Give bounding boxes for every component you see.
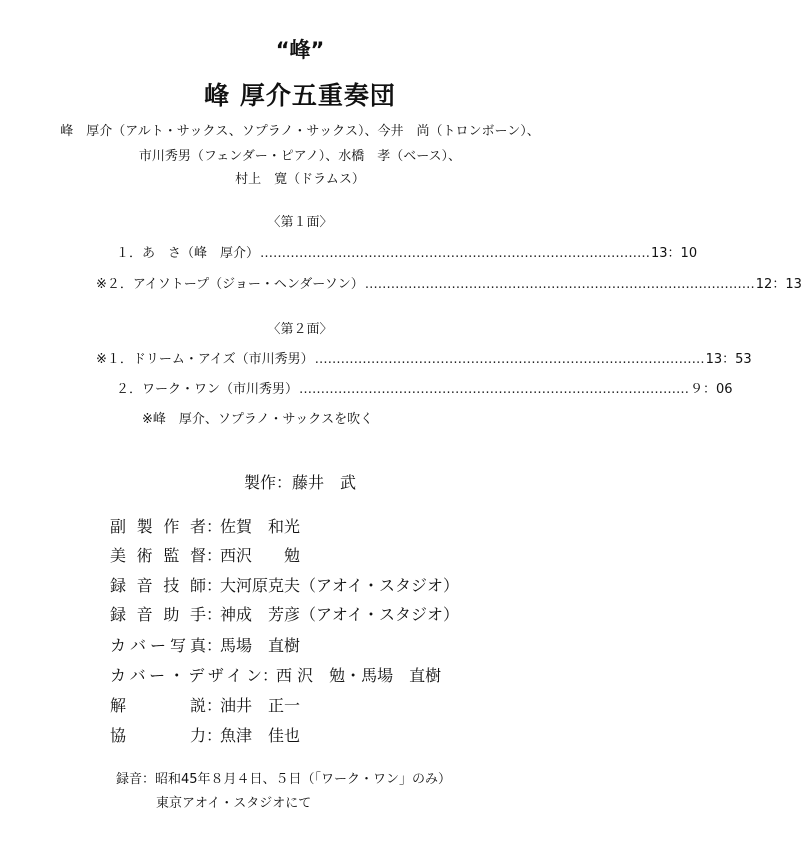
credit-row [110, 573, 459, 596]
credit-row [110, 602, 459, 625]
group-name: 峰 厚介五重奏団 [204, 81, 396, 110]
credit-name: 魚津 佳也 [220, 726, 301, 745]
recording-studio: 東京アオイ・スタジオにて [156, 796, 312, 811]
track-title: ２．ワーク・ワン（市川秀男） [116, 382, 299, 397]
credit-role: カバー写真 [110, 636, 206, 655]
credit-name: 油井 正一 [220, 696, 301, 715]
track-side2-1 [96, 348, 752, 367]
credit-row [110, 663, 441, 686]
album-title: “峰” [275, 38, 325, 62]
credit-name: 馬場 直樹 [220, 636, 301, 655]
credit-row [110, 514, 300, 537]
credit-name: 大河原克夫（アオイ・スタジオ） [220, 576, 460, 595]
credit-role: 録音助手 [110, 605, 206, 624]
soprano-note: ※峰 厚介、ソプラノ・サックスを吹く [142, 412, 374, 427]
credit-name: 西沢 勉 [220, 546, 301, 565]
credit-colon: ： [206, 517, 223, 536]
side-2-heading: 〈第２面〉 [267, 322, 333, 337]
track-time: 13：53 [705, 352, 752, 367]
track-title: ※２．アイソトープ（ジョー・ヘンダーソン） [96, 277, 364, 292]
track-time: 12：13 [755, 277, 802, 292]
credit-colon: ： [206, 605, 223, 624]
track-side1-2 [96, 273, 802, 292]
credit-row [110, 633, 300, 656]
credit-role: カバー・デザイン [110, 666, 262, 685]
credit-role: 協力 [110, 726, 206, 745]
credit-role: 録音技師 [110, 576, 206, 595]
personnel-line-2: 市川秀男（フェンダー・ピアノ）、水橋 孝（ベース）、 [138, 149, 462, 164]
credit-colon: ： [206, 546, 223, 565]
credit-role: 副製作者 [110, 517, 206, 536]
producer-credit: 製作：藤井 武 [243, 473, 356, 492]
track-title: １．あ さ（峰 厚介） [116, 246, 260, 261]
credit-role: 解説 [110, 696, 206, 715]
dot-leader: ……………………………………………………………………………… [314, 352, 705, 367]
track-side2-2 [116, 378, 733, 397]
credit-row [110, 543, 300, 566]
credit-role: 美術監督 [110, 546, 206, 565]
credit-colon: ： [206, 576, 223, 595]
credit-name: 神成 芳彦（アオイ・スタジオ） [220, 605, 460, 624]
personnel-line-1: 峰 厚介（アルト・サックス、ソプラノ・サックス）、今井 尚（トロンボーン）、 [60, 124, 540, 139]
credit-colon: ： [206, 636, 223, 655]
dot-leader: ……………………………………………………………………………… [260, 246, 651, 261]
personnel-line-3: 村上 寛（ドラムス） [235, 172, 365, 187]
credit-colon: ： [262, 666, 279, 685]
dot-leader: ……………………………………………………………………………… [299, 382, 690, 397]
track-title: ※１．ドリーム・アイズ（市川秀男） [96, 352, 314, 367]
dot-leader: ……………………………………………………………………………… [364, 277, 755, 292]
track-time: 13：10 [651, 246, 698, 261]
credit-colon: ： [206, 696, 223, 715]
credit-name: 佐賀 和光 [220, 517, 301, 536]
credit-row [110, 693, 300, 716]
recording-date: 録音：昭和45年８月４日、５日（「ワーク・ワン」のみ） [116, 772, 452, 787]
side-1-heading: 〈第１面〉 [267, 215, 333, 230]
credit-colon: ： [206, 726, 223, 745]
credit-name: 西 沢 勉・馬場 直樹 [276, 666, 442, 685]
track-side1-1 [116, 242, 698, 261]
track-time: ９：06 [690, 382, 733, 397]
credit-row [110, 723, 300, 746]
